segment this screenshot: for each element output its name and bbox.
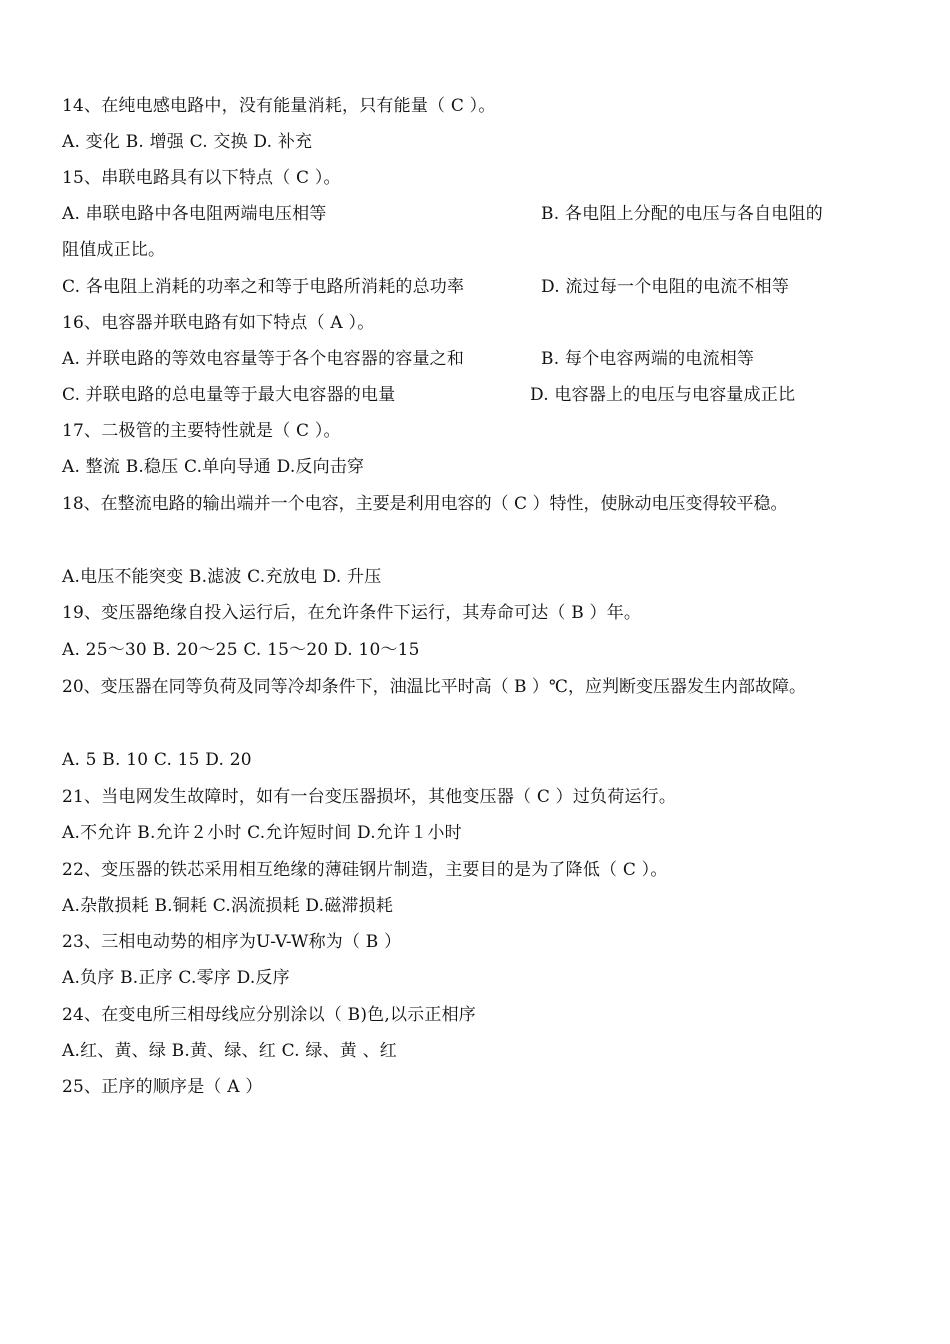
option-15-a: A. 串联电路中各电阻两端电压相等 — [62, 204, 327, 224]
question-25: 25、正序的顺序是（ A ） — [62, 1077, 263, 1097]
option-15-b: B. 各电阻上分配的电压与各自电阻的 — [541, 204, 823, 224]
option-16-a: A. 并联电路的等效电容量等于各个电容器的容量之和 — [62, 349, 465, 369]
question-17: 17、二极管的主要特性就是（ C ）。 — [62, 421, 341, 441]
option-16-d: D. 电容器上的电压与电容量成正比 — [530, 385, 796, 405]
question-16: 16、电容器并联电路有如下特点（ A ）。 — [62, 313, 375, 333]
option-16-b: B. 每个电容两端的电流相等 — [541, 349, 755, 369]
options-14: A. 变化 B. 增强 C. 交换 D. 补充 — [62, 132, 313, 152]
options-19: A. 25～30 B. 20～25 C. 15～20 D. 10～15 — [62, 640, 420, 660]
options-24: A.红、黄、绿 B.黄、绿、红 C. 绿、黄 、红 — [62, 1041, 397, 1061]
question-14: 14、在纯电感电路中，没有能量消耗，只有能量（ C ）。 — [62, 96, 496, 116]
option-15-b-continued: 阻值成正比。 — [62, 240, 166, 260]
options-21: A.不允许 B.允许２小时 C.允许短时间 D.允许１小时 — [62, 823, 462, 843]
question-18: 18、在整流电路的输出端并一个电容，主要是利用电容的（ C ）特性，使脉动电压变得较平稳。 — [62, 494, 788, 514]
options-17: A. 整流 B.稳压 C.单向导通 D.反向击穿 — [62, 457, 365, 477]
options-22: A.杂散损耗 B.铜耗 C.涡流损耗 D.磁滞损耗 — [62, 896, 394, 916]
question-15: 15、串联电路具有以下特点（ C ）。 — [62, 168, 341, 188]
question-20: 20、变压器在同等负荷及同等冷却条件下，油温比平时高（ B ）℃，应判断变压器发生内部故障。 — [62, 677, 806, 697]
option-16-c: C. 并联电路的总电量等于最大电容器的电量 — [62, 385, 396, 405]
question-22: 22、变压器的铁芯采用相互绝缘的薄硅钢片制造，主要目的是为了降低（ C ）。 — [62, 860, 668, 880]
option-15-c: C. 各电阻上消耗的功率之和等于电路所消耗的总功率 — [62, 277, 465, 297]
question-23: 23、三相电动势的相序为U-V-W称为（ B ） — [62, 932, 402, 952]
question-19: 19、变压器绝缘自投入运行后，在允许条件下运行，其寿命可达（ B ）年。 — [62, 603, 642, 623]
question-21: 21、当电网发生故障时，如有一台变压器损坏，其他变压器（ C ）过负荷运行。 — [62, 787, 677, 807]
options-23: A.负序 B.正序 C.零序 D.反序 — [62, 968, 290, 988]
option-15-d: D. 流过每一个电阻的电流不相等 — [541, 277, 790, 297]
options-18: A.电压不能突变 B.滤波 C.充放电 D. 升压 — [62, 567, 382, 587]
options-20: A. 5 B. 10 C. 15 D. 20 — [62, 750, 252, 770]
question-24: 24、在变电所三相母线应分别涂以（ B)色,以示正相序 — [62, 1005, 476, 1025]
